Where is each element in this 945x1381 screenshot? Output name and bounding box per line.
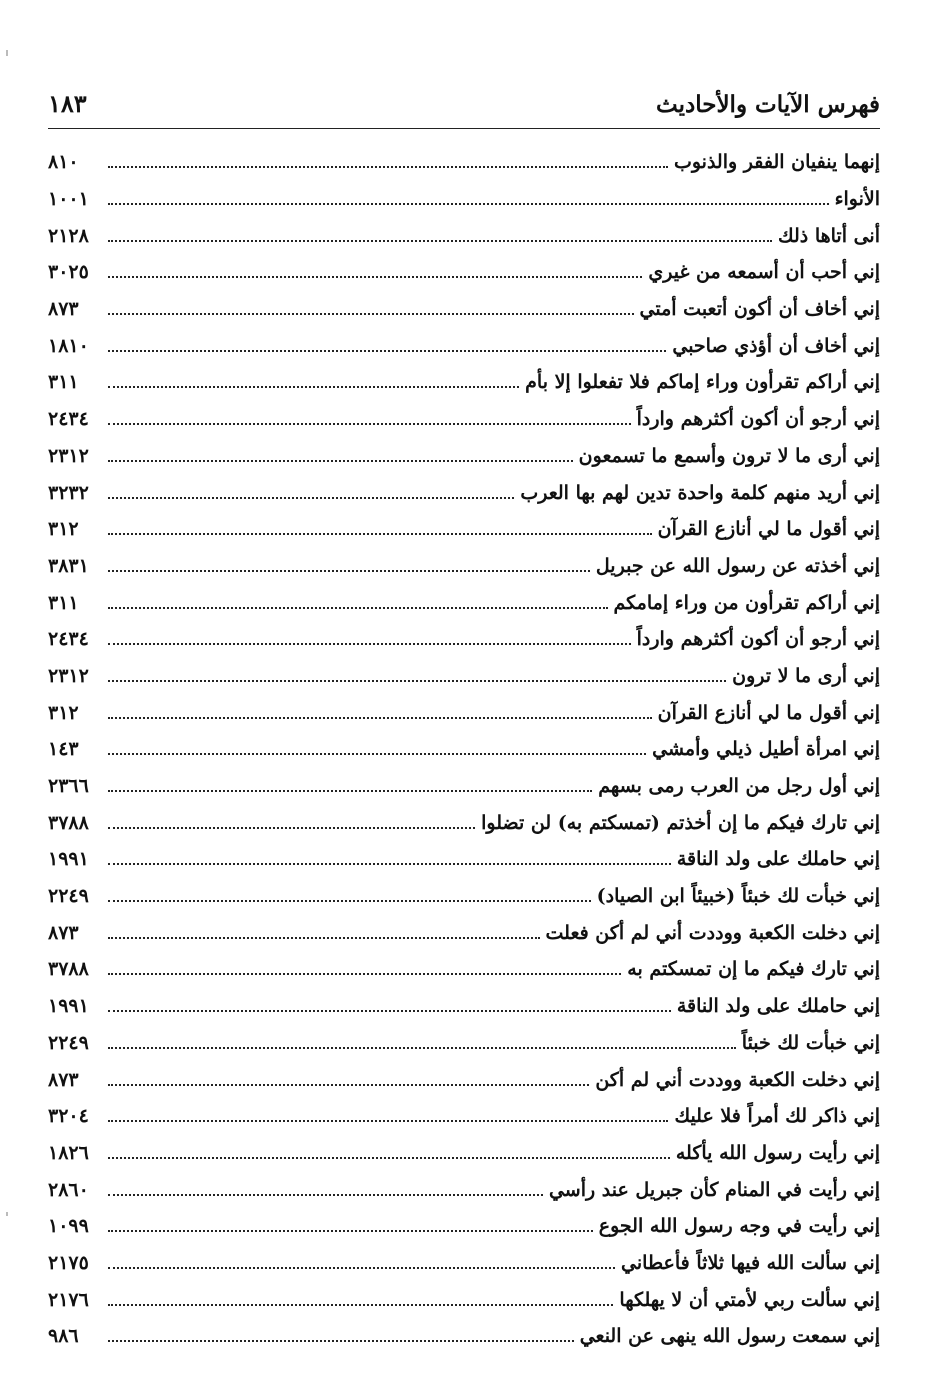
index-entry [48, 1135, 880, 1172]
index-entry [48, 217, 880, 254]
index-entry [48, 438, 880, 475]
page-header [48, 74, 880, 118]
entry-text: أنى أتاها ذلك [777, 224, 880, 247]
entry-reference-number: ٢٤٣٤ [48, 628, 89, 651]
entry-reference-number: ٣٧٨٨ [48, 958, 89, 981]
entry-reference-number: ٢٣٦٦ [48, 775, 89, 798]
index-entry [48, 878, 880, 915]
entry-text: إني أراكم تقرأون من وراء إمامكم [613, 591, 880, 614]
entry-text: إني أقول ما لي أنازع القرآن [657, 701, 880, 724]
index-entry [48, 327, 880, 364]
dot-leader [108, 1267, 615, 1269]
entry-reference-number: ٣١٢ [48, 518, 79, 541]
entry-text: إنهما ينفيان الفقر والذنوب [673, 151, 880, 174]
dot-leader [108, 900, 591, 902]
entry-text: إني سألت الله فيها ثلاثاً فأعطاني [621, 1251, 880, 1274]
entry-reference-number: ٣٢٣٢ [48, 481, 89, 504]
dot-leader [108, 753, 646, 755]
dot-leader [108, 1194, 543, 1196]
entry-text: إني سمعت رسول الله ينهى عن النعي [579, 1325, 880, 1348]
entry-reference-number: ٢٢٤٩ [48, 885, 89, 908]
entry-reference-number: ٢١٢٨ [48, 224, 89, 247]
dot-leader [108, 166, 668, 168]
dot-leader [108, 203, 829, 205]
entry-reference-number: ٣١٢ [48, 701, 79, 724]
index-entry [48, 1061, 880, 1098]
index-entry [48, 731, 880, 768]
index-entry [48, 951, 880, 988]
entry-text: إني تارك فيكم ما إن أخذتم (تمسكتم به) لن تضلوا [481, 811, 880, 834]
entry-reference-number: ٨٧٣ [48, 921, 79, 944]
entry-reference-number: ٣١١ [48, 371, 79, 394]
index-entry [48, 914, 880, 951]
dot-leader [108, 827, 475, 829]
entry-text: إني رأيت رسول الله يأكله [675, 1141, 880, 1164]
dot-leader [108, 1157, 670, 1159]
index-entry [48, 658, 880, 695]
index-entry [48, 548, 880, 585]
entry-text: إني أريد منهم كلمة واحدة تدين لهم بها العرب [520, 481, 880, 504]
entry-text: إني أقول ما لي أنازع القرآن [657, 518, 880, 541]
entry-reference-number: ١٤٣ [48, 738, 79, 761]
dot-leader [108, 717, 652, 719]
dot-leader [108, 607, 608, 609]
entry-reference-number: ٣٠٢٥ [48, 261, 89, 284]
entry-reference-number: ٩٨٦ [48, 1325, 79, 1348]
entry-reference-number: ٢٨٦٠ [48, 1178, 89, 1201]
index-entry [48, 181, 880, 218]
entry-reference-number: ٣٢٠٤ [48, 1105, 89, 1128]
index-entry [48, 841, 880, 878]
index-entry [48, 1245, 880, 1282]
index-entry [48, 768, 880, 805]
index-entry [48, 694, 880, 731]
index-entry [48, 474, 880, 511]
index-entry [48, 254, 880, 291]
entry-reference-number: ٢٢٤٩ [48, 1031, 89, 1054]
index-entry [48, 804, 880, 841]
index-entry [48, 1171, 880, 1208]
margin-mark [6, 1212, 8, 1216]
entry-reference-number: ٣٧٨٨ [48, 811, 89, 834]
entry-reference-number: ٢٣١٢ [48, 444, 89, 467]
dot-leader [108, 350, 666, 352]
dot-leader [108, 423, 631, 425]
dot-leader [108, 533, 652, 535]
dot-leader [108, 386, 519, 388]
dot-leader [108, 460, 573, 462]
entry-text: إني حاملك على ولد الناقة [676, 848, 880, 871]
entry-text: إني أخاف أن أؤذي صاحبي [672, 334, 880, 357]
dot-leader [108, 240, 772, 242]
index-entry [48, 584, 880, 621]
index-entry [48, 1025, 880, 1062]
dot-leader [108, 790, 592, 792]
entry-reference-number: ١٨٢٦ [48, 1141, 89, 1164]
dot-leader [108, 276, 642, 278]
index-entry [48, 1318, 880, 1355]
dot-leader [108, 1120, 668, 1122]
entry-text: إني أخذته عن رسول الله عن جبريل [595, 554, 880, 577]
dot-leader [108, 1010, 671, 1012]
dot-leader [108, 497, 514, 499]
entry-reference-number: ٣١١ [48, 591, 79, 614]
dot-leader [108, 1230, 593, 1232]
index-entry [48, 291, 880, 328]
entry-reference-number: ٢٣١٢ [48, 664, 89, 687]
entry-reference-number: ٢١٧٥ [48, 1251, 89, 1274]
dot-leader [108, 313, 634, 315]
index-entry [48, 621, 880, 658]
entry-reference-number: ٨٧٣ [48, 1068, 79, 1091]
margin-mark [6, 50, 8, 56]
dot-leader [108, 643, 631, 645]
dot-leader [108, 570, 590, 572]
dot-leader [108, 863, 671, 865]
entry-text: إني أرجو أن أكون أكثرهم وارداً [636, 628, 880, 651]
dot-leader [108, 973, 621, 975]
entry-text: إني تارك فيكم ما إن تمسكتم به [627, 958, 880, 981]
entry-text: إني ذاكر لك أمراً فلا عليك [674, 1105, 880, 1128]
entry-text: إني حاملك على ولد الناقة [676, 995, 880, 1018]
entry-text: إني خبأت لك خبئاً (خبيئاً ابن الصياد) [596, 885, 880, 908]
dot-leader [108, 680, 726, 682]
entry-text: إني أحب أن أسمعه من غيري [648, 261, 880, 284]
entry-text: إني دخلت الكعبة ووددت أني لم أكن [595, 1068, 880, 1091]
entry-reference-number: ١٠٩٩ [48, 1215, 89, 1238]
entry-text: إني أرجو أن أكون أكثرهم وارداً [636, 408, 880, 431]
entry-text: إني رأيت في المنام كأن جبريل عند رأسي [548, 1178, 880, 1201]
entry-reference-number: ١٩٩١ [48, 848, 89, 871]
entry-text: إني أرى ما لا ترون [732, 664, 880, 687]
entry-text: إني دخلت الكعبة ووددت أني لم أكن فعلت [545, 921, 880, 944]
index-entry [48, 1098, 880, 1135]
dot-leader [108, 1340, 574, 1342]
header-rule [48, 128, 880, 129]
index-entry [48, 511, 880, 548]
entry-text: إني أول رجل من العرب رمى بسهم [598, 775, 880, 798]
index-entries [48, 144, 880, 1355]
dot-leader [108, 937, 540, 939]
entry-text: إني أرى ما لا ترون وأسمع ما تسمعون [578, 444, 880, 467]
index-entry [48, 364, 880, 401]
dot-leader [108, 1047, 736, 1049]
entry-reference-number: ٣٨٣١ [48, 554, 89, 577]
entry-reference-number: ١٠٠١ [48, 188, 89, 211]
entry-reference-number: ١٨١٠ [48, 334, 89, 357]
page-number: ١٨٣ [48, 89, 87, 118]
entry-reference-number: ٨١٠ [48, 151, 79, 174]
entry-text: إني امرأة أطيل ذيلي وأمشي [652, 738, 880, 761]
index-entry [48, 401, 880, 438]
index-entry [48, 1208, 880, 1245]
index-entry [48, 988, 880, 1025]
entry-reference-number: ٨٧٣ [48, 298, 79, 321]
page-title: فهرس الآيات والأحاديث [655, 91, 880, 118]
dot-leader [108, 1304, 613, 1306]
index-entry [48, 144, 880, 181]
entry-text: إني سألت ربي لأمتي أن لا يهلكها [619, 1288, 880, 1311]
entry-text: إني خبأت لك خبئاً [741, 1031, 880, 1054]
entry-text: إني أراكم تقرأون وراء إماكم فلا تفعلوا إلا بأم [525, 371, 880, 394]
entry-reference-number: ٢٤٣٤ [48, 408, 89, 431]
entry-text: إني رأيت في وجه رسول الله الجوع [598, 1215, 880, 1238]
entry-reference-number: ٢١٧٦ [48, 1288, 89, 1311]
entry-text: الأنواء [834, 188, 880, 211]
index-entry [48, 1281, 880, 1318]
entry-text: إني أخاف أن أكون أتعبت أمتي [639, 298, 880, 321]
entry-reference-number: ١٩٩١ [48, 995, 89, 1018]
dot-leader [108, 1084, 589, 1086]
